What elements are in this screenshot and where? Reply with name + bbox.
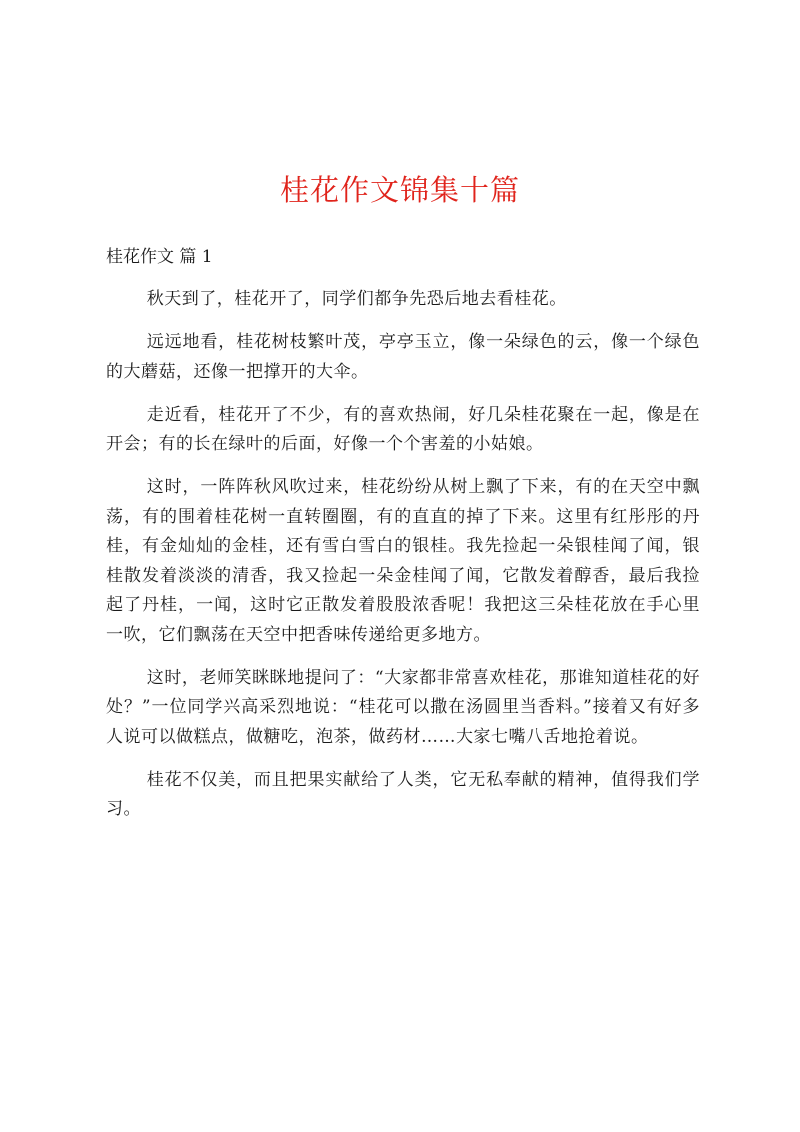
document-title: 桂花作文锦集十篇	[279, 173, 520, 207]
paragraph-6: 桂花不仅美，而且把果实献给了人类，它无私奉献的精神，值得我们学习。	[106, 769, 700, 819]
paragraph-1: 秋天到了，桂花开了，同学们都争先恐后地去看桂花。	[146, 289, 567, 309]
paragraph-2: 远远地看，桂花树枝繁叶茂，亭亭玉立，像一朵绿色的云，像一个绿色的大蘑菇，还像一把撑开的大伞。	[106, 332, 700, 382]
paragraph-3: 走近看，桂花开了不少，有的喜欢热闹，好几朵桂花聚在一起，像是在开会；有的长在绿叶的后面，好像一个个害羞的小姑娘。	[106, 404, 700, 454]
section-heading: 桂花作文 篇 1	[106, 247, 213, 267]
paragraph-5: 这时，老师笑眯眯地提问了：“大家都非常喜欢桂花，那谁知道桂花的好处？”一位同学兴高采烈地说：“桂花可以撒在汤圆里当香料。”接着又有好多人说可以做糕点，做糖吃，泡茶，做药材……大家七嘴八舌地抢着说。	[106, 667, 700, 747]
paragraph-4: 这时，一阵阵秋风吹过来，桂花纷纷从树上飘了下来，有的在天空中飘荡，有的围着桂花树一直转圈圈，有的直直的掉了下来。这里有红彤彤的丹桂，有金灿灿的金桂，还有雪白雪白的银桂。我先捡起一朵银桂闻了闻，银桂散发着淡淡的清香，我又捡起一朵金桂闻了闻，它散发着醇香，最后我捡起了丹桂，一闻，这时它正散发着股股浓香呢！我把这三朵桂花放在手心里一吹，它们飘荡在天空中把香味传递给更多地方。	[106, 477, 700, 645]
essay-body	[106, 285, 700, 838]
